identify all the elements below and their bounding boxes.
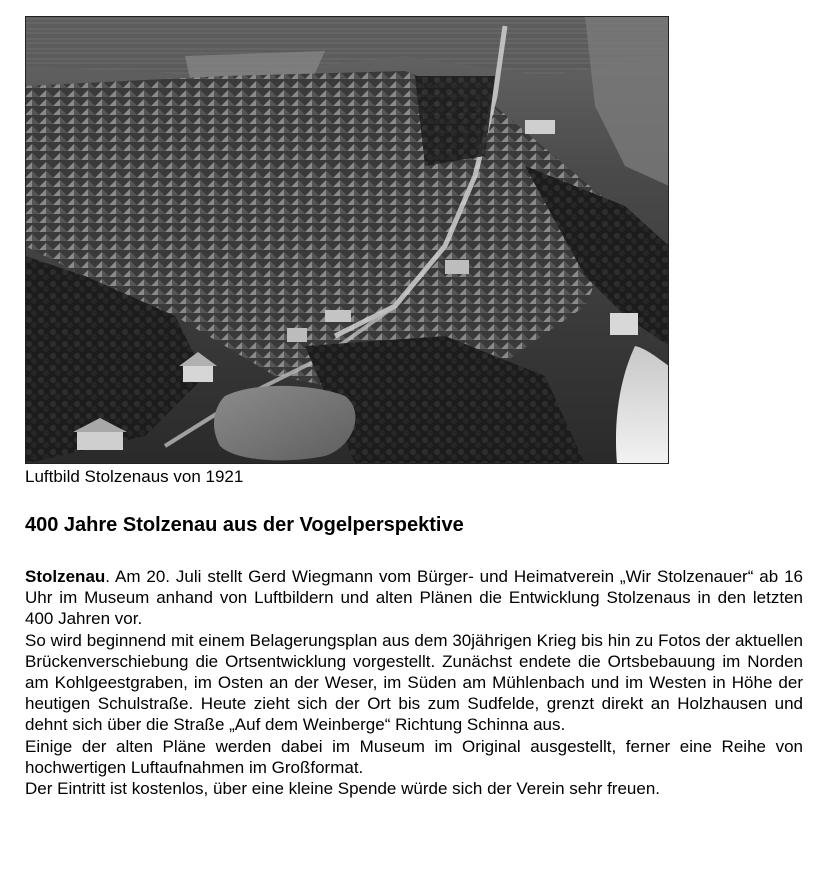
article-paragraph: Der Eintritt ist kostenlos, über eine kleine Spende würde sich der Verein sehr freuen. [25, 779, 661, 799]
photo-caption: Luftbild Stolzenaus von 1921 [25, 467, 244, 486]
article-headline: 400 Jahre Stolzenau aus der Vogelperspektive [25, 514, 464, 536]
article-paragraph [25, 566, 803, 630]
article-paragraph: So wird beginnend mit einem Belagerungsplan aus dem 30jährigen Krieg bis hin zu Fotos der aktuellen Brückenverschiebung die Ortsentwicklung vorgestellt. Zunächst endete die Ortsbebauung im Norden am Kohlgeestgraben, im Osten an der Weser, im Süden am Mühlenbach und im Westen in Höhe der heutigen Schulstraße. Heute zieht sich der Ort bis zum Sudfelde, grenzt direkt an Holzhausen und dehnt sich über die Straße „Auf dem Weinberge“ Richtung Schinna aus. [25, 630, 803, 735]
dateline: Stolzenau [25, 567, 106, 586]
paragraph-text: . Am 20. Juli stellt Gerd Wiegmann vom Bürger- und Heimatverein „Wir Stolzenauer“ ab 16 Uhr im Museum anhand von Luftbildern und alten Plänen die Entwicklung Stolzenaus in den letzten 400 Jahren vor. [25, 567, 803, 629]
article-paragraph: Einige der alten Pläne werden dabei im Museum im Original ausgestellt, ferner eine Reihe von hochwertigen Luftaufnahmen im Großformat. [25, 736, 803, 777]
article-body [25, 566, 803, 799]
aerial-town-photograph [25, 16, 669, 464]
